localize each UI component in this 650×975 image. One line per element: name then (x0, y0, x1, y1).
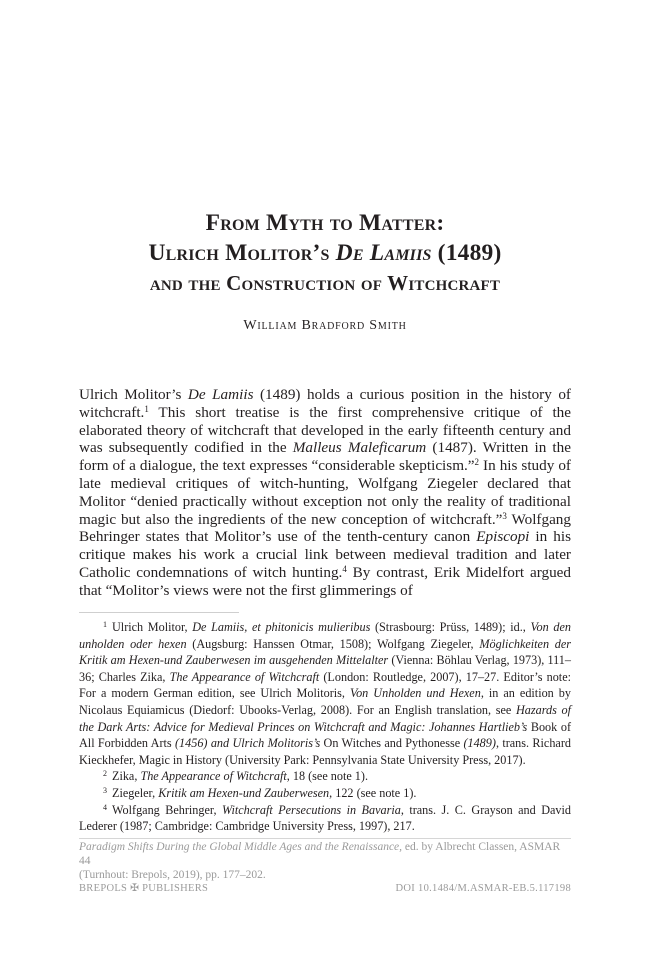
footnote-3 (79, 785, 571, 802)
footnote-text: (Strasbourg: Prüss, 1489); id., (370, 620, 531, 634)
footnote-number: 4 (103, 802, 107, 812)
footnote-italic: Hazards of the Dark Arts: Advice for Medieval Princes on Witchcraft and Magic: Johannes Hartlieb’s (79, 702, 571, 734)
footnote-ref-2[interactable]: 2 (474, 457, 480, 468)
footnote-text: Ziegeler, (112, 785, 159, 800)
title-line-1: From Myth to Matter: (205, 210, 445, 236)
publisher-logo: BREPOLS ✠ PUBLISHERS (79, 883, 209, 894)
footnote-text: , trans. J. C. Grayson and David Lederer (1987; Cambridge: Cambridge University Press, 1997), 217. (79, 802, 571, 834)
publication-editor: ed. by Albrecht Classen, ASMAR 44 (79, 841, 561, 867)
footnote-italic: The Appearance of Witchcraft (140, 769, 287, 784)
body-text-span: in his critique makes his work a crucial link between medieval tradition and later Catholic condemnations of witch hunting. (79, 528, 571, 581)
footnote-text: , in an edition by Nicolaus Equiamicus (Diedorf: Ubooks-Verlag, 2008). For an English translation, see (79, 686, 571, 717)
footnote-italic: Kritik am Hexen-und Zauberwesen (158, 785, 330, 800)
footnote-text: (Augsburg: Hanssen Otmar, 1508); Wolfgang Ziegeler, (186, 636, 480, 651)
footnote-ref-1[interactable]: 1 (144, 403, 149, 414)
body-italic-span: De Lamiis (187, 386, 254, 403)
footnote-text: On Witches and Pythonesse (320, 736, 464, 751)
footnotes (79, 619, 571, 835)
footnote-text: , 18 (see note 1). (286, 769, 369, 784)
author-name: William Bradford Smith (243, 318, 407, 333)
footnote-number: 1 (103, 620, 107, 629)
title-work-name: De Lamiis (335, 240, 432, 266)
footnote-italic: Witchcraft Persecutions in Bavaria (221, 802, 401, 817)
title-line-2-end: (1489) (431, 240, 502, 266)
body-text-span: Wolfgang Behringer states that Molitor’s use of the tenth-century canon (79, 510, 571, 546)
article-title (60, 208, 590, 298)
body-text-span: (1487). Written in the form of a dialogue, the text expresses “considerable skepticism.” (79, 439, 571, 475)
footnote-italic: Möglichkeiten der Kritik am Hexen-und Zauberwesen im ausgehenden Mittelalter (79, 636, 571, 668)
footnote-text: Zika, (112, 769, 141, 784)
footnote-text: (Vienna: Böhlau Verlag, 1973), 111–36; Charles Zika, (79, 653, 571, 684)
footnote-number: 3 (103, 785, 107, 795)
footnote-text: , trans. Richard Kieckhefer, Magic in History (University Park: Pennsylvania State University Press, 2017). (79, 736, 571, 767)
title-line-2-start: Ulrich Molitor’s (148, 240, 336, 266)
footnote-1 (79, 619, 571, 768)
publication-citation-line-2: (Turnhout: Brepols, 2019), pp. 177–202. (79, 869, 266, 881)
body-text-span: (1489) holds a curious position in the history of witchcraft. (79, 386, 571, 421)
body-text-span: In his study of late medieval critiques of witch-hunting, Wolfgang Ziegeler declared that Molitor “denied practically without exception not only the reality of traditional magic but also the ingredients of the new conception of witchcraft.” (79, 457, 571, 528)
publication-citation-line-1 (79, 840, 571, 868)
body-italic-span: Episcopi (476, 528, 530, 546)
publication-footer (79, 882, 571, 896)
body-paragraph (79, 386, 571, 600)
footnote-italic: (1456) and Ulrich Molitoris’s (175, 736, 321, 751)
title-line-3: and the Construction of Witchcraft (149, 271, 501, 295)
footnote-text: , 122 (see note 1). (329, 785, 417, 800)
book-title: Paradigm Shifts During the Global Middle Ages and the Renaissance, (79, 841, 403, 853)
footnote-ref-3[interactable]: 3 (502, 510, 507, 521)
body-text-span: By contrast, Erik Midelfort argued that “Molitor’s views were not the first glimmerings of (79, 563, 571, 599)
body-text-span: This short treatise is the first comprehensive critique of the elaborated theory of witchcraft that developed in the early fifteenth century and was subsequently codified in the (79, 403, 571, 457)
publication-info (79, 840, 571, 896)
footnote-ref-4[interactable]: 4 (342, 563, 347, 574)
footnote-italic: (1489) (463, 736, 496, 751)
footnote-italic: Von Unholden und Hexen (350, 686, 481, 701)
footnote-italic: Von den unholden oder hexen (79, 620, 571, 651)
body-italic-span: Malleus Maleficarum (292, 439, 427, 457)
publication-divider (79, 838, 571, 839)
footnote-4 (79, 802, 571, 835)
footnote-2 (79, 768, 571, 785)
body-text-span: Ulrich Molitor’s (79, 386, 188, 403)
footnote-text: (London: Routledge, 2007), 17–27. Editor’s note: For a modern German edition, see Ulrich Molitoris, (79, 669, 571, 701)
footnote-divider (79, 612, 239, 613)
footnote-text: Book of All Forbidden Arts (79, 719, 571, 751)
footnote-number: 2 (103, 769, 107, 779)
footnote-text: Wolfgang Behringer, (112, 802, 222, 817)
footnote-italic: De Lamiis, et phitonicis mulieribus (192, 620, 371, 634)
doi-link[interactable]: DOI 10.1484/M.ASMAR-EB.5.117198 (395, 883, 571, 894)
footnote-italic: The Appearance of Witchcraft (169, 669, 320, 684)
title-line-2 (60, 238, 590, 268)
footnote-text: Ulrich Molitor, (112, 620, 193, 634)
